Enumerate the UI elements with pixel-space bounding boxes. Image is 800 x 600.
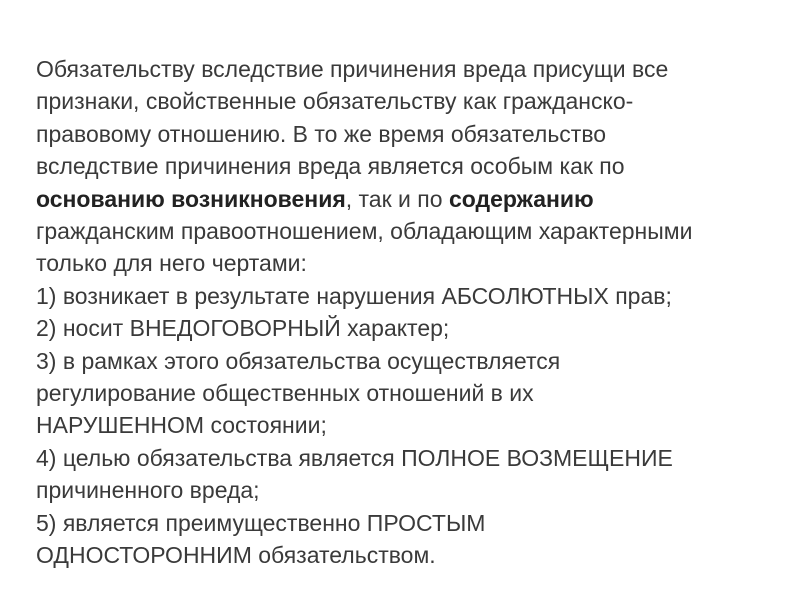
list-item-5-line-2: ОДНОСТОРОННИМ обязательством. <box>36 542 436 569</box>
list-item-4-line-2: причиненного вреда; <box>36 477 260 504</box>
list-item-3-line-1: 3) в рамках этого обязательства осуществляется <box>36 347 561 374</box>
list-item-4-line-1: 4) целью обязательства является ПОЛНОЕ ВОЗМЕЩЕНИЕ <box>36 444 673 471</box>
intro-line-1: Обязательству вследствие причинения вреда присущи все <box>36 56 669 82</box>
intro-line-4: вследствие причинения вреда является особым как по <box>36 153 625 180</box>
intro-line-3: правовому отношению. В то же время обязательство <box>36 120 607 147</box>
bold-term-content: содержанию <box>448 185 594 212</box>
intro-line-5-connector: , так и по <box>345 185 449 212</box>
list-item-2: 2) носит ВНЕДОГОВОРНЫЙ характер; <box>36 315 450 342</box>
list-item-1: 1) возникает в результате нарушения АБСОЛЮТНЫХ прав; <box>36 282 672 309</box>
intro-line-2: признаки, свойственные обязательству как гражданско- <box>36 88 634 115</box>
list-item-3-line-3: НАРУШЕННОМ состоянии; <box>36 412 327 439</box>
intro-line-5 <box>36 183 776 215</box>
list-item-5-line-1: 5) является преимущественно ПРОСТЫМ <box>36 509 486 536</box>
intro-line-6: гражданским правоотношением, обладающим характерными <box>36 218 693 245</box>
body-text <box>36 53 776 572</box>
list-item-3-line-2: регулирование общественных отношений в их <box>36 380 534 407</box>
bold-term-basis: основанию возникновения <box>36 185 346 212</box>
intro-line-7: только для него чертами: <box>36 250 307 277</box>
